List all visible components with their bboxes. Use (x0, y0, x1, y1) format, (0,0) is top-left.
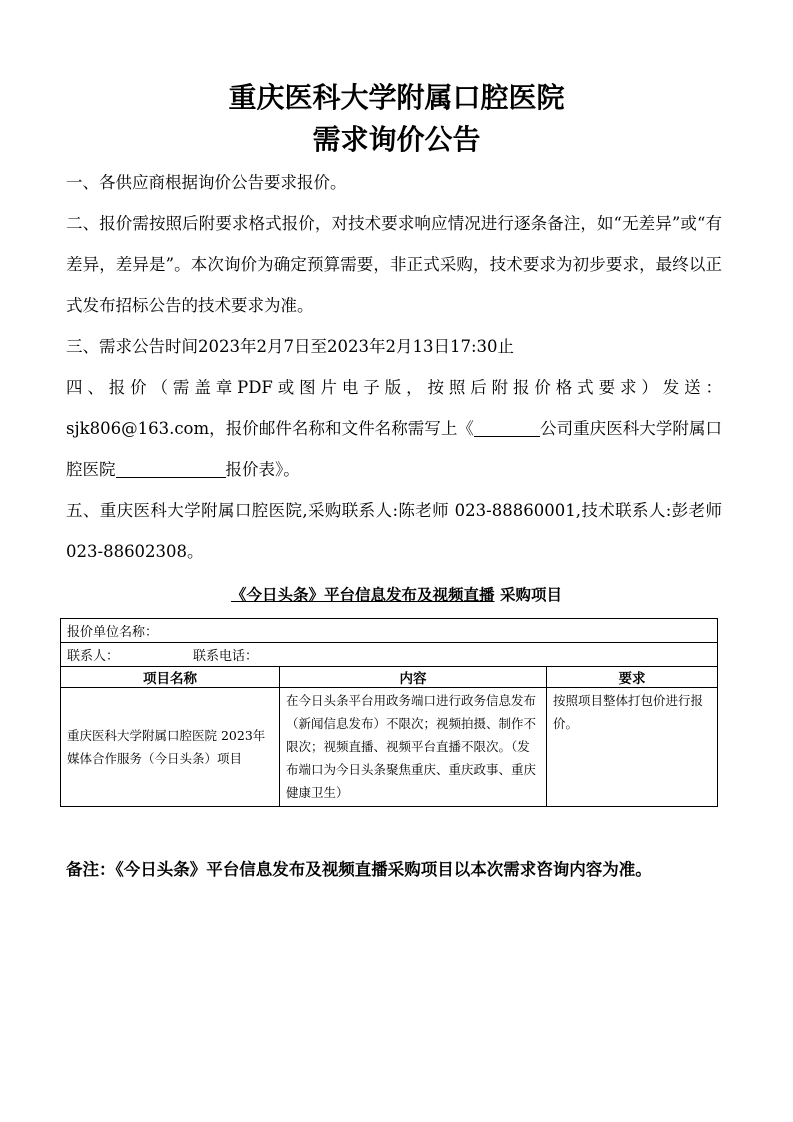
footnote: 备注：《今日头条》平台信息发布及视频直播采购项目以本次需求咨询内容为准。 (66, 860, 652, 879)
item-3: 三、需求公告时间2023年2月7日至2023年2月13日17:30止 (66, 337, 515, 356)
item-1: 一、各供应商根据询价公告要求报价。 (66, 173, 347, 192)
item-4-text-b: 公司重庆医科大学附属口腔医院 (66, 419, 723, 479)
table-row (61, 688, 718, 807)
cell-project-name: 重庆医科大学附属口腔医院 2023年媒体合作服务（今日头条）项目 (61, 688, 280, 807)
item-5: 五、重庆医科大学附属口腔医院,采购联系人:陈老师 023-88860001,技术联系人:彭老师 023-88602308。 (66, 501, 722, 561)
item-4-text-c: 报价表》。 (225, 460, 300, 479)
project-blank (116, 461, 226, 479)
item-4 (66, 367, 722, 490)
table-caption-underlined: 《今日头条》平台信息发布及视频直播 (231, 586, 495, 604)
header-requirement: 要求 (547, 667, 718, 688)
company-blank (474, 420, 540, 438)
table-header-row (61, 667, 718, 688)
unit-name-cell: 报价单位名称： (61, 619, 718, 643)
phone-label: 联系电话： (193, 649, 259, 664)
page-subtitle: 需求询价公告 (312, 123, 481, 156)
table-caption (0, 584, 793, 606)
page-title: 重庆医科大学附属口腔医院 (228, 81, 565, 114)
table-row (61, 643, 718, 667)
table-row (61, 619, 718, 643)
item-4-text-a: 四、报价（需盖章PDF或图片电子版，按照后附报价格式要求）发送：sjk806@163.com，报价邮件名称和文件名称需写上《 (66, 378, 722, 438)
header-content: 内容 (280, 667, 547, 688)
header-project-name: 项目名称 (61, 667, 280, 688)
cell-content: 在今日头条平台用政务端口进行政务信息发布（新闻信息发布）不限次；视频拍摄、制作不限次；视频直播、视频平台直播不限次。（发布端口为今日头条聚焦重庆、重庆政事、重庆健康卫生） (280, 688, 547, 807)
table-caption-rest: 采购项目 (494, 586, 562, 604)
contact-cell (61, 643, 718, 667)
cell-requirement: 按照项目整体打包价进行报价。 (547, 688, 718, 807)
contact-label: 联系人： (67, 649, 120, 664)
item-2: 二、报价需按照后附要求格式报价，对技术要求响应情况进行逐条备注，如“无差异”或“有差异，差异是”。本次询价为确定预算需要，非正式采购，技术要求为初步要求，最终以正式发布招标公告的技术要求为准。 (66, 214, 722, 315)
quote-table (60, 618, 718, 807)
